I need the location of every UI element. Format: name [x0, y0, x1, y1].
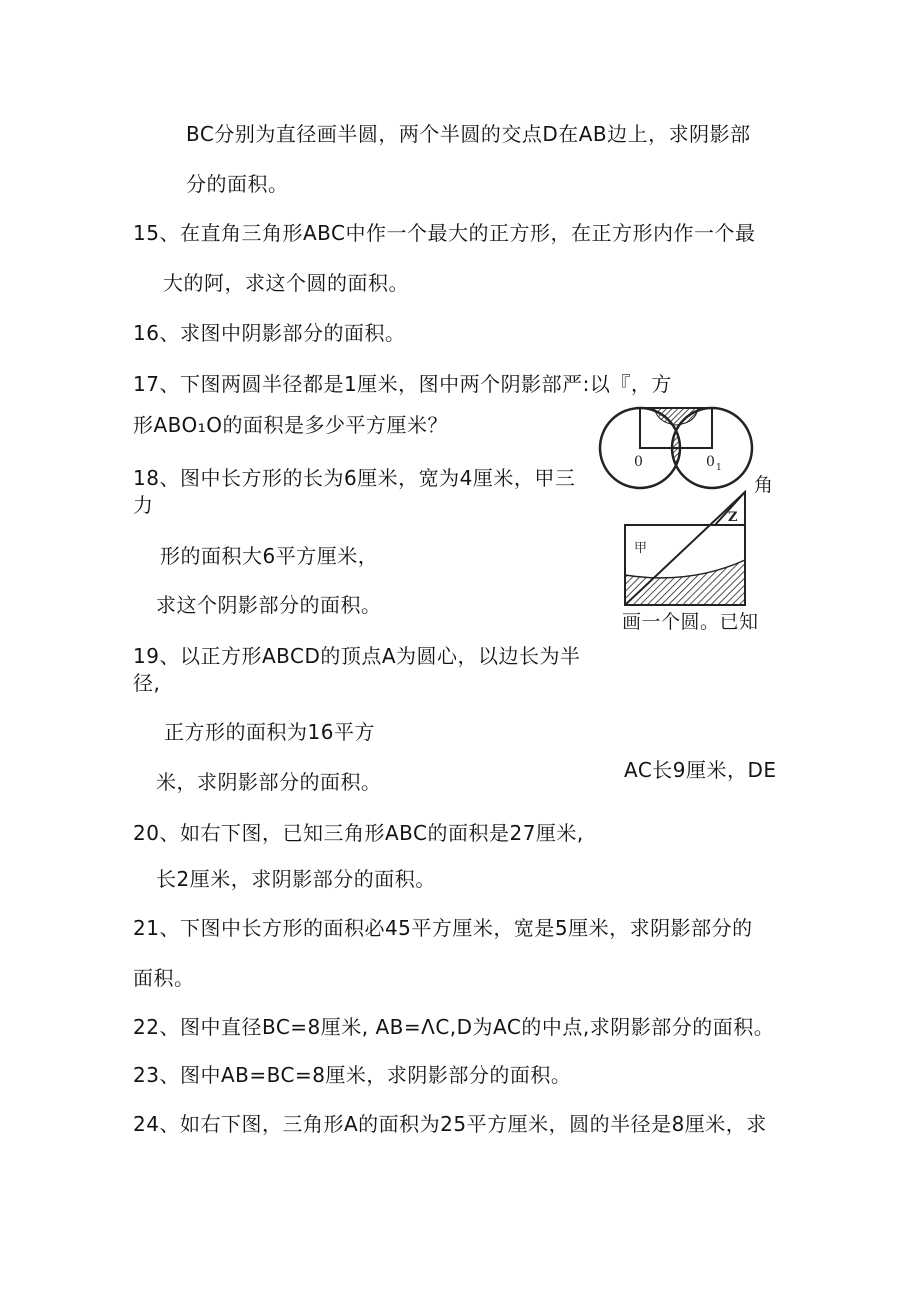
- label-jia: 甲: [634, 541, 648, 556]
- hatched-corner-region: [625, 560, 745, 605]
- problem-22: 22、图中直径BC=8厘米, AB=ΛC,D为AC的中点,求阴影部分的面积。: [133, 1015, 775, 1039]
- label-yi: Z: [728, 510, 738, 525]
- problem-20: 20、如右下图，已知三角形ABC的面积是27厘米,: [133, 821, 584, 845]
- label-o: 0: [634, 454, 643, 470]
- rectangle-figure: [620, 490, 780, 610]
- problem-15: 15、在直角三角形ABC中作一个最大的正方形，在正方形内作一个最: [133, 221, 756, 245]
- text-line: 求这个阴影部分的面积。: [156, 593, 382, 617]
- text-line: 米，求阴影部分的面积。: [156, 770, 382, 794]
- text-line: 分的面积。: [186, 172, 289, 196]
- text-line: 面积。: [133, 966, 195, 990]
- problem-18: 18、图中长方形的长为6厘米，宽为4厘米，甲三: [133, 466, 576, 490]
- text-line: 径,: [133, 671, 161, 695]
- problem-23: 23、图中AB=BC=8厘米，求阴影部分的面积。: [133, 1063, 572, 1087]
- figure-caption: 画一个圆。已知: [622, 611, 759, 633]
- side-char: 角: [754, 474, 774, 496]
- text-line: 大的阿，求这个圆的面积。: [163, 271, 409, 295]
- text-line: 形的面积大6平方厘米，: [160, 544, 379, 568]
- problem-16: 16、求图中阴影部分的面积。: [133, 321, 406, 345]
- problem-21: 21、下图中长方形的面积必45平方厘米，宽是5厘米，求阴影部分的: [133, 916, 753, 940]
- problem-17: 17、下图两圆半径都是1厘米，图中两个阴影部严:以『，方: [133, 372, 672, 396]
- problem-19: 19、以正方形ABCD的顶点A为圆心，以边长为半: [133, 644, 581, 668]
- label-o1: 0: [706, 454, 715, 470]
- text-line: 形ABO₁O的面积是多少平方厘米？: [133, 413, 449, 437]
- text-line: AC长9厘米，DE: [624, 758, 777, 782]
- text-line: 长2厘米，求阴影部分的面积。: [156, 867, 436, 891]
- problem-24: 24、如右下图，三角形A的面积为25平方厘米，圆的半径是8厘米，求: [133, 1112, 767, 1136]
- text-line: BC分别为直径画半圆，两个半圆的交点D在AB边上，求阴影部: [186, 122, 751, 146]
- label-o1-sub: 1: [716, 463, 722, 473]
- text-line: 正方形的面积为16平方: [164, 720, 375, 744]
- hatched-top-region: [654, 408, 698, 425]
- text-line: 力: [133, 493, 154, 517]
